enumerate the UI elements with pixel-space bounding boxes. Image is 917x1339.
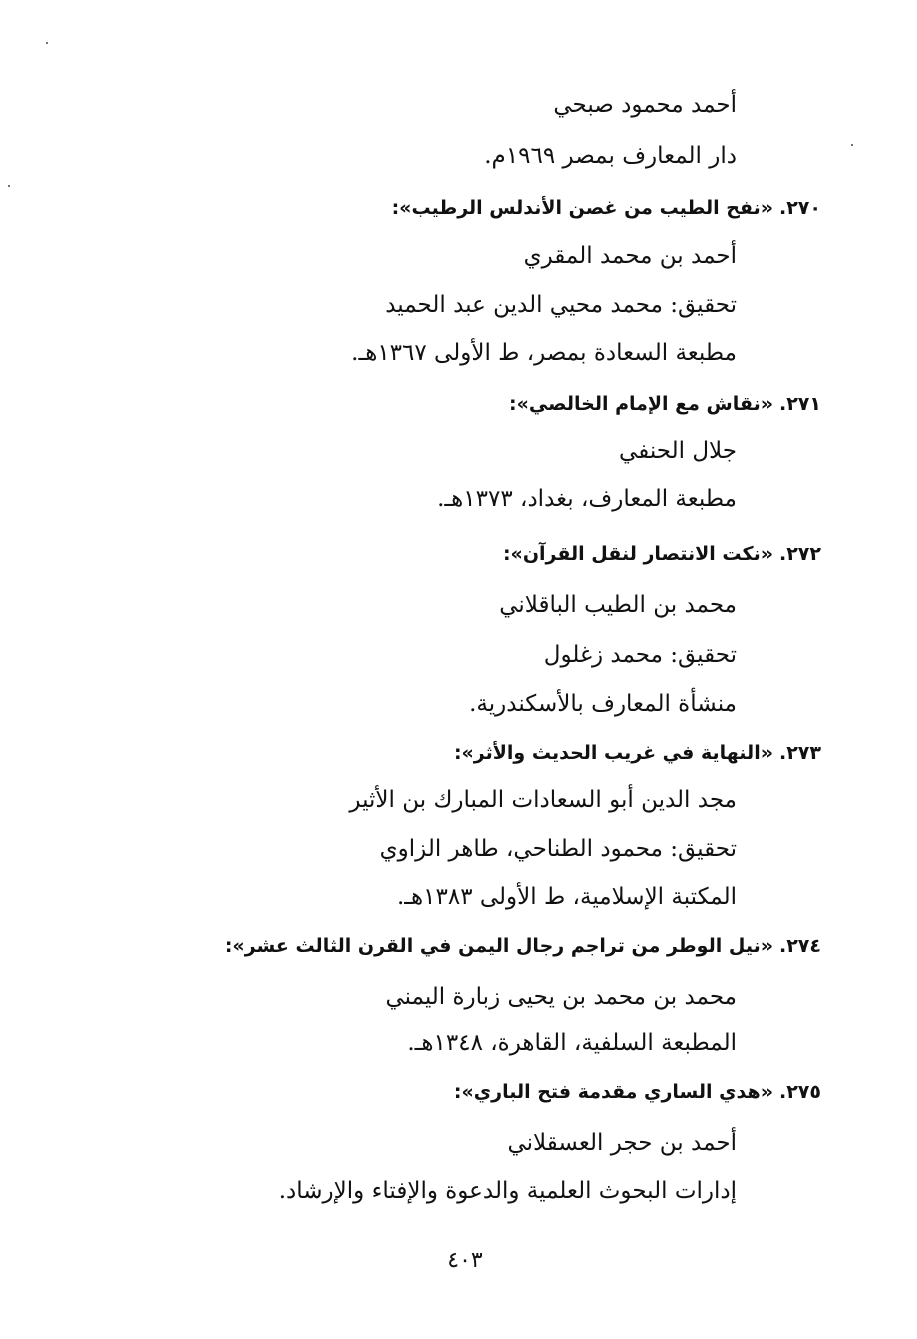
entry-number: ٢٧٢. xyxy=(778,543,821,565)
intro-author: أحمد محمود صبحي xyxy=(553,92,737,118)
entry-number: ٢٧١. xyxy=(778,393,821,415)
entry-line: أحمد بن محمد المقري xyxy=(523,243,737,269)
entry-line: المطبعة السلفية، القاهرة، ١٣٤٨هـ. xyxy=(407,1030,737,1056)
entry-number: ٢٧٤. xyxy=(778,935,821,957)
entry-title: «النهاية في غريب الحديث والأثر»: xyxy=(453,742,773,764)
entry-number: ٢٧٣. xyxy=(778,742,821,764)
entry-title: «نقاش مع الإمام الخالصي»: xyxy=(509,393,773,415)
entry-line: تحقيق: محمد زغلول xyxy=(543,642,737,668)
scan-speck xyxy=(851,144,853,146)
entry-title: «نيل الوطر من تراجم رجال اليمن في القرن الثالث عشر»: xyxy=(224,935,773,957)
entry-title: «نكت الانتصار لنقل القرآن»: xyxy=(502,543,773,565)
entry-line: مطبعة المعارف، بغداد، ١٣٧٣هـ. xyxy=(437,486,737,512)
scan-speck xyxy=(46,42,48,44)
intro-publisher: دار المعارف بمصر ١٩٦٩م. xyxy=(484,143,737,169)
entry-line: محمد بن الطيب الباقلاني xyxy=(499,592,737,618)
entry-line: مطبعة السعادة بمصر، ط الأولى ١٣٦٧هـ. xyxy=(351,340,737,366)
entry-heading xyxy=(225,932,821,960)
entry-line: تحقيق: محمد محيي الدين عبد الحميد xyxy=(385,292,737,318)
entry-title: «نفح الطيب من غصن الأندلس الرطيب»: xyxy=(391,197,773,219)
entry-title: «هدي الساري مقدمة فتح الباري»: xyxy=(453,1081,773,1103)
entry-heading xyxy=(392,194,821,222)
page-number: ٤٠٣ xyxy=(447,1248,483,1273)
entry-line: مجد الدين أبو السعادات المبارك بن الأثير xyxy=(349,787,737,813)
entry-line: إدارات البحوث العلمية والدعوة والإفتاء والإرشاد. xyxy=(278,1178,737,1204)
entry-line: أحمد بن حجر العسقلاني xyxy=(507,1130,737,1156)
entry-line: جلال الحنفي xyxy=(619,438,737,464)
entry-number: ٢٧٠. xyxy=(778,197,821,219)
entry-line: تحقيق: محمود الطناحي، طاهر الزاوي xyxy=(379,836,737,862)
entry-heading xyxy=(454,1078,821,1106)
entry-heading xyxy=(454,739,821,767)
entry-heading xyxy=(503,540,821,568)
entry-number: ٢٧٥. xyxy=(778,1081,821,1103)
scan-speck xyxy=(8,185,10,187)
entry-line: المكتبة الإسلامية، ط الأولى ١٣٨٣هـ. xyxy=(396,884,737,910)
entry-line: محمد بن محمد بن يحيى زبارة اليمني xyxy=(385,984,737,1010)
entry-heading xyxy=(509,390,821,418)
entry-line: منشأة المعارف بالأسكندرية. xyxy=(469,691,737,717)
